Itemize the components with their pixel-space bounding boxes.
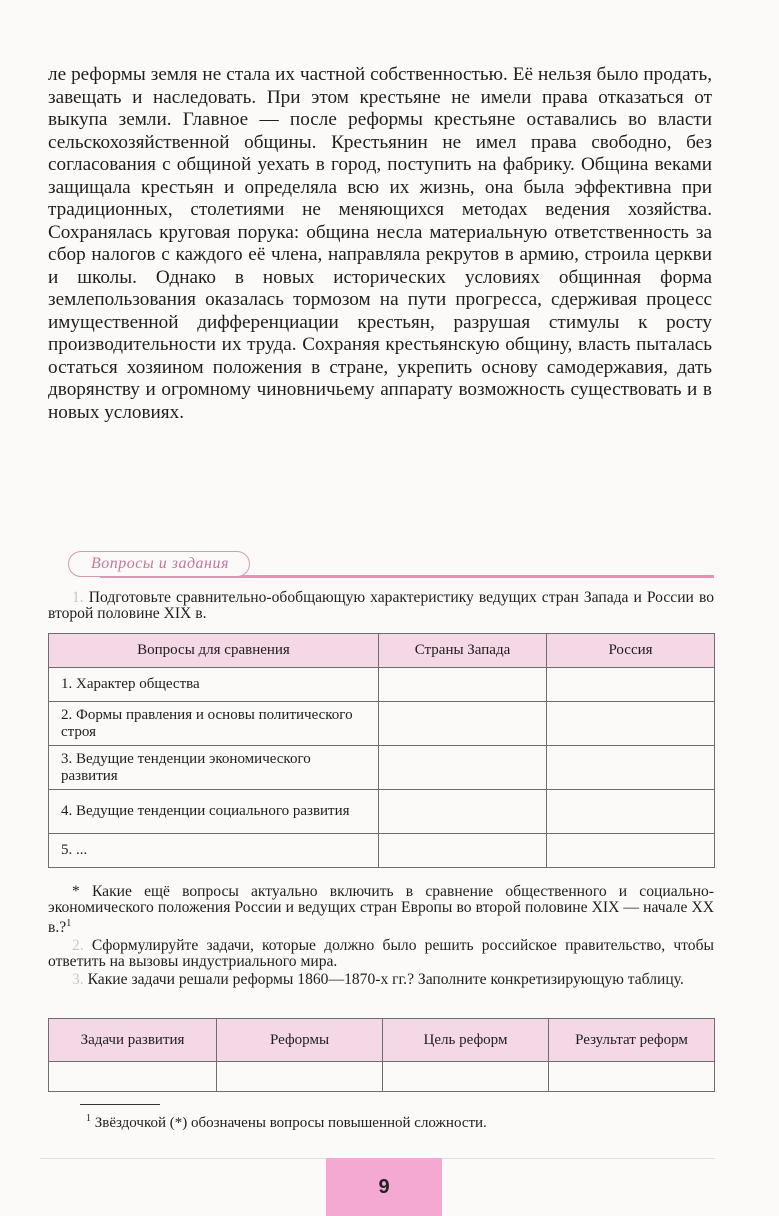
table-header-cell: Россия (547, 634, 715, 668)
table-cell: 2. Формы правления и основы политического строя (49, 702, 379, 746)
comparison-table (48, 633, 715, 868)
table-row (49, 790, 715, 834)
task-1 (48, 590, 714, 622)
footnote-reference: 1 (66, 918, 72, 929)
task-1-text: Подготовьте сравнительно-обобщающую характеристику ведущих стран Запада и России во второй половине XIX в. (48, 589, 714, 622)
task-3-number: 3. (72, 971, 84, 988)
reforms-table (48, 1018, 715, 1092)
table-cell-empty (547, 702, 715, 746)
table-cell: 1. Характер общества (49, 668, 379, 702)
table-header-cell: Страны Запада (379, 634, 547, 668)
table-header-row (49, 634, 715, 668)
table-row (49, 746, 715, 790)
star-question-text: * Какие ещё вопросы актуально включить в сравнение общественного и социально-экономического положения России и ведущих стран Европы во второй половине XIX — начале XX в.? (48, 883, 714, 937)
table-cell-empty (549, 1062, 715, 1092)
table-header-cell: Реформы (217, 1019, 383, 1062)
table-cell: 4. Ведущие тенденции социального развития (49, 790, 379, 834)
section-header (40, 550, 714, 580)
page-number: 9 (326, 1158, 442, 1216)
table-header-cell: Задачи развития (49, 1019, 217, 1062)
table-cell-empty (547, 746, 715, 790)
task-2-number: 2. (72, 937, 84, 954)
table-row (49, 1062, 715, 1092)
section-label: Вопросы и задания (68, 551, 250, 577)
footnote-divider (80, 1104, 160, 1105)
table-cell-empty (217, 1062, 383, 1092)
task-3 (48, 972, 714, 988)
task-2 (48, 938, 714, 970)
table-cell: 5. ... (49, 834, 379, 868)
table-row (49, 834, 715, 868)
table-cell-empty (379, 746, 547, 790)
table-cell-empty (547, 790, 715, 834)
table-cell: 3. Ведущие тенденции экономического развития (49, 746, 379, 790)
task-3-text: Какие задачи решали реформы 1860—1870-х гг.? Заполните конкретизирующую таблицу. (87, 971, 684, 988)
table-row (49, 702, 715, 746)
footnote-text: Звёздочкой (*) обозначены вопросы повышенной сложности. (94, 1115, 487, 1131)
table-cell-empty (383, 1062, 549, 1092)
table-cell-empty (379, 702, 547, 746)
body-paragraph: ле реформы земля не стала их частной собственностью. Её нельзя было продать, завещать и наследовать. При этом крестьяне не имели права отказаться от выкупа земли. Главное — после реформы крестьяне оставались во власти сельскохозяйственной общины. Крестьянин не имел права свободно, без согласования с общиной уехать в город, поступить на фабрику. Община веками защищала крестьян и определяла всю их жизнь, она была эффективна при традиционных, столетиями не меняющихся методах ведения хозяйства. Сохранялась круговая порука: община несла материальную ответственность за сбор налогов с каждого её члена, направляла рекрутов в армию, строила церкви и школы. Однако в новых исторических условиях общинная форма землепользования оказалась тормозом на пути прогресса, сдерживая процесс имущественной дифференциации крестьян, разрушая стимулы к росту производительности их труда. Сохраняя крестьянскую общину, власть пыталась остаться хозяином положения в стране, укрепить основу самодержавия, дать дворянству и огромному чиновничьему аппарату возможность существовать и в новых условиях. (48, 64, 712, 423)
table-cell-empty (49, 1062, 217, 1092)
table-header-cell: Вопросы для сравнения (49, 634, 379, 668)
table-header-cell: Цель реформ (383, 1019, 549, 1062)
table-header-cell: Результат реформ (549, 1019, 715, 1062)
table-cell-empty (547, 834, 715, 868)
task-1-number: 1. (72, 589, 84, 606)
table-cell-empty (547, 668, 715, 702)
footnote-mark: 1 (86, 1113, 91, 1124)
table-cell-empty (379, 834, 547, 868)
table-row (49, 668, 715, 702)
task-2-text: Сформулируйте задачи, которые должно было решить российское правительство, чтобы ответить на вызовы индустриального мира. (48, 937, 714, 970)
table-header-row (49, 1019, 715, 1062)
table-cell-empty (379, 790, 547, 834)
star-question (48, 884, 714, 936)
table-cell-empty (379, 668, 547, 702)
footnote (86, 1110, 487, 1132)
